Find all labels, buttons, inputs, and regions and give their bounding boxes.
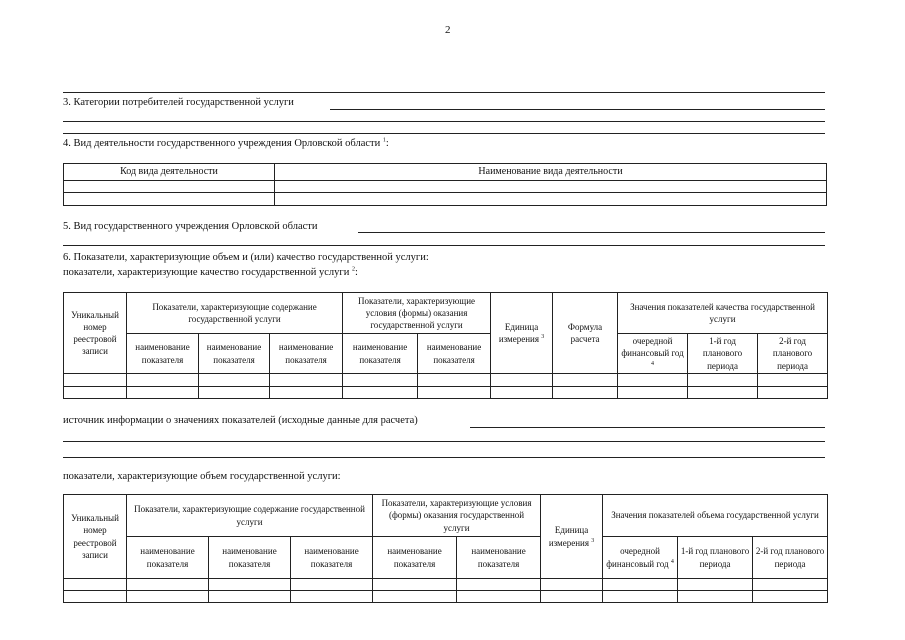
source-info-label: источник информации о значениях показателей (исходные данные для расчета) [63, 415, 418, 426]
col-indicator-name: наименование показателя [127, 537, 209, 579]
table-cell[interactable] [678, 591, 753, 603]
section-3-label: 3. Категории потребителей государственной услуги [63, 97, 294, 108]
col-indicator-name: наименование показателя [127, 334, 199, 374]
col-unit: Единица измерения $^3$ [491, 293, 553, 374]
table-cell[interactable] [457, 591, 541, 603]
table-cell[interactable] [64, 193, 275, 206]
source-info-field-line2[interactable] [63, 441, 825, 442]
table-cell[interactable] [64, 374, 127, 387]
consumer-category-field[interactable] [330, 109, 825, 110]
col-indicator-name: наименование показателя [209, 537, 291, 579]
table-cell[interactable] [541, 579, 603, 591]
activity-table [63, 163, 827, 206]
table-cell[interactable] [291, 591, 373, 603]
table-cell[interactable] [618, 387, 688, 399]
table-cell[interactable] [270, 374, 343, 387]
col-condition-indicators: Показатели, характеризующие условия (формы) оказания государственной услуги [343, 293, 491, 334]
institution-type-field[interactable] [358, 232, 825, 233]
table-cell[interactable] [64, 579, 127, 591]
table-cell[interactable] [491, 387, 553, 399]
col-formula: Формула расчета [553, 293, 618, 374]
volume-indicators-label: показатели, характеризующие объем государственной услуги: [63, 471, 341, 482]
col-content-indicators: Показатели, характеризующие содержание государственной услуги [127, 293, 343, 334]
table-cell[interactable] [209, 591, 291, 603]
col-indicator-name: наименование показателя [291, 537, 373, 579]
table-cell[interactable] [291, 579, 373, 591]
col-condition-indicators: Показатели, характеризующие условия (формы) оказания государственной услуги [373, 495, 541, 537]
table-cell[interactable] [553, 374, 618, 387]
table-cell[interactable] [64, 181, 275, 193]
col-current-year: очередной финансовый год $^4$ [603, 537, 678, 579]
col-indicator-name: наименование показателя [457, 537, 541, 579]
table-cell[interactable] [603, 579, 678, 591]
table-cell[interactable] [753, 579, 828, 591]
table-cell[interactable] [457, 579, 541, 591]
consumer-category-field-line2[interactable] [63, 121, 825, 122]
table-cell[interactable] [491, 374, 553, 387]
table-cell[interactable] [343, 387, 418, 399]
col-indicator-name: наименование показателя [373, 537, 457, 579]
col-indicator-name: наименование показателя [418, 334, 491, 374]
divider [63, 92, 825, 93]
table-cell[interactable] [688, 374, 758, 387]
table-cell[interactable] [275, 193, 827, 206]
table-cell[interactable] [603, 591, 678, 603]
col-unique-number: Уникальный номер реестровой записи [64, 293, 127, 374]
table-cell[interactable] [758, 387, 828, 399]
col-content-indicators: Показатели, характеризующие содержание государственной услуги [127, 495, 373, 537]
source-info-field[interactable] [470, 427, 825, 428]
table-cell[interactable] [343, 374, 418, 387]
col-activity-code: Код вида деятельности [64, 164, 275, 181]
col-current-year: очередной финансовый год $^4$ [618, 334, 688, 374]
col-plan-year-1: 1-й год планового периода [678, 537, 753, 579]
page-number: 2 [445, 24, 451, 36]
section-4-label: 4. Вид деятельности государственного учреждения Орловской области $^1$: [63, 137, 389, 149]
table-cell[interactable] [127, 387, 199, 399]
table-cell[interactable] [275, 181, 827, 193]
table-cell[interactable] [270, 387, 343, 399]
table-cell[interactable] [678, 579, 753, 591]
col-plan-year-1: 1-й год планового периода [688, 334, 758, 374]
col-indicator-name: наименование показателя [343, 334, 418, 374]
table-cell[interactable] [127, 374, 199, 387]
col-unique-number: Уникальный номер реестровой записи [64, 495, 127, 579]
table-cell[interactable] [688, 387, 758, 399]
col-activity-name: Наименование вида деятельности [275, 164, 827, 181]
col-volume-values: Значения показателей объема государственной услуги [603, 495, 828, 537]
col-indicator-name: наименование показателя [270, 334, 343, 374]
table-cell[interactable] [553, 387, 618, 399]
col-plan-year-2: 2-й год планового периода [758, 334, 828, 374]
institution-type-field-line2[interactable] [63, 245, 825, 246]
quality-indicators-label: показатели, характеризующие качество государственной услуги $^2$: [63, 266, 358, 278]
table-cell[interactable] [209, 579, 291, 591]
table-cell[interactable] [541, 591, 603, 603]
table-cell[interactable] [618, 374, 688, 387]
table-cell[interactable] [64, 591, 127, 603]
source-info-field-line3[interactable] [63, 457, 825, 458]
table-cell[interactable] [418, 387, 491, 399]
table-cell[interactable] [753, 591, 828, 603]
col-quality-values: Значения показателей качества государственной услуги [618, 293, 828, 334]
table-cell[interactable] [199, 374, 270, 387]
section-6-label: 6. Показатели, характеризующие объем и (или) качество государственной услуги: [63, 252, 429, 263]
col-indicator-name: наименование показателя [199, 334, 270, 374]
table-cell[interactable] [199, 387, 270, 399]
col-plan-year-2: 2-й год планового периода [753, 537, 828, 579]
volume-indicators-table [63, 494, 828, 603]
table-cell[interactable] [127, 579, 209, 591]
table-cell[interactable] [373, 579, 457, 591]
table-cell[interactable] [64, 387, 127, 399]
quality-indicators-table [63, 292, 828, 399]
table-cell[interactable] [373, 591, 457, 603]
table-cell[interactable] [418, 374, 491, 387]
section-5-label: 5. Вид государственного учреждения Орловской области [63, 221, 318, 232]
col-unit: Единица измерения $^3$ [541, 495, 603, 579]
table-cell[interactable] [127, 591, 209, 603]
table-cell[interactable] [758, 374, 828, 387]
consumer-category-field-line3[interactable] [63, 133, 825, 134]
